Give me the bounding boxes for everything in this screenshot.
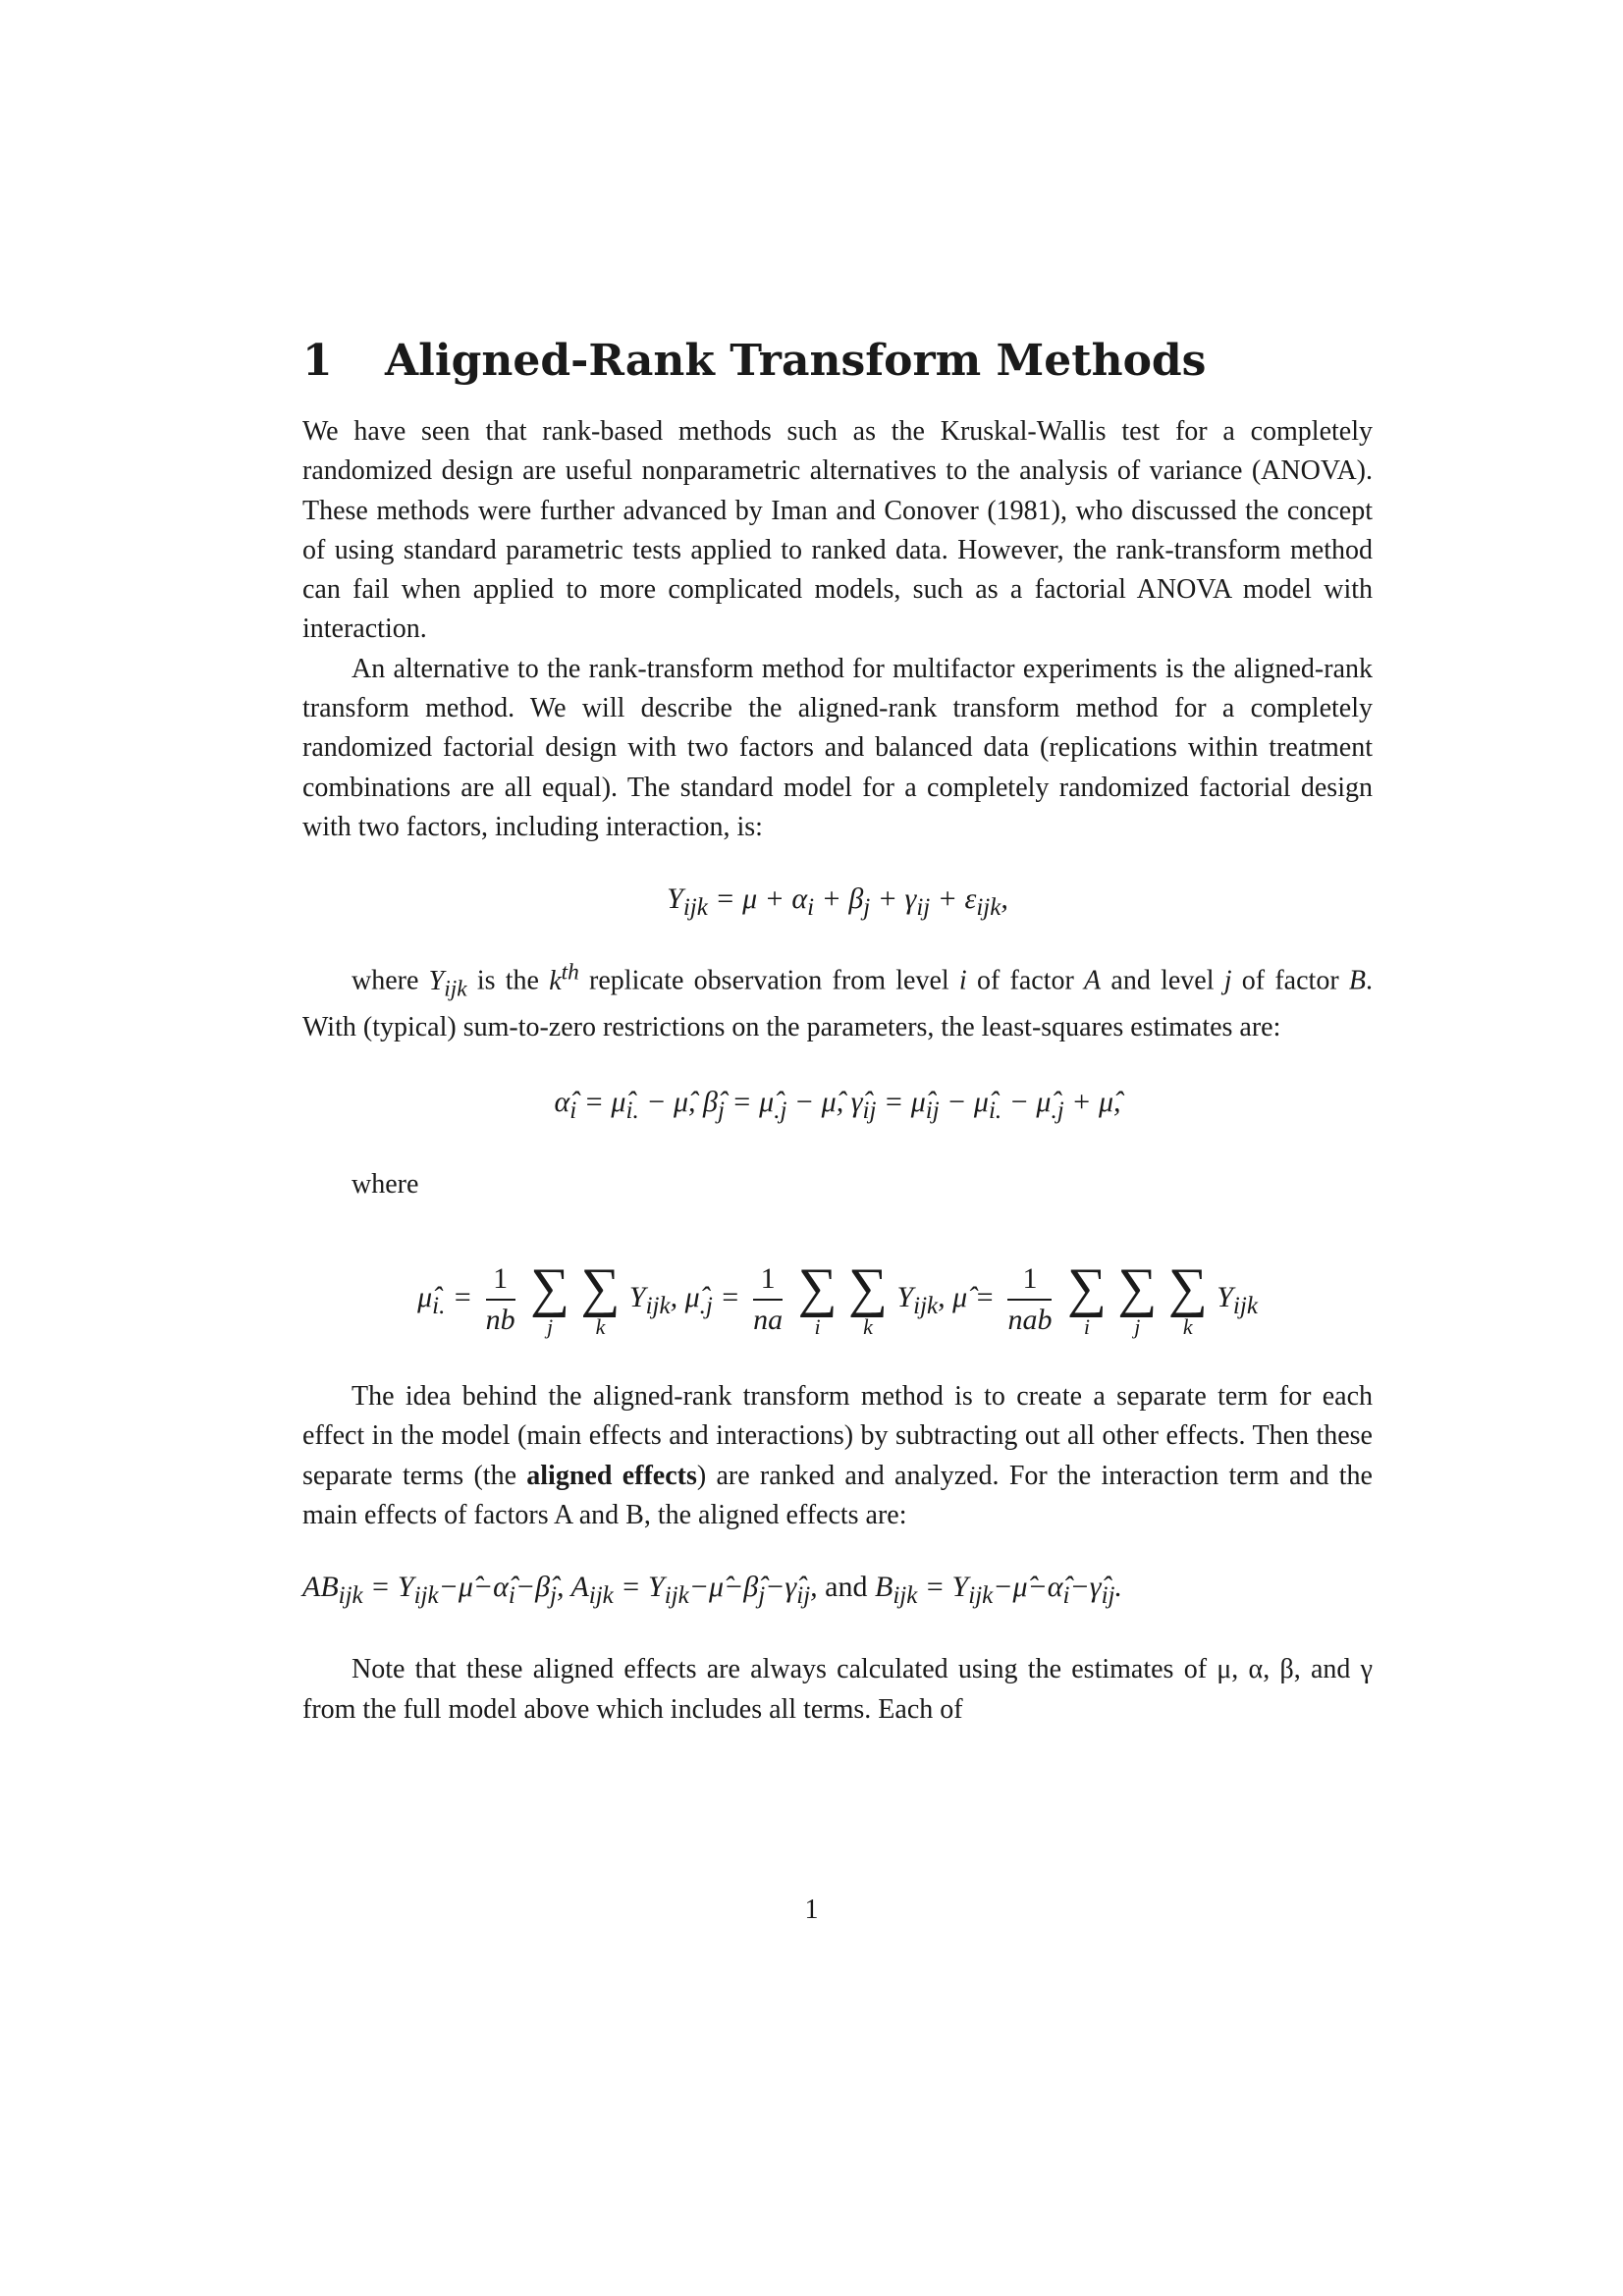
fraction-1-nb: $\frac{1}{nb}$ xyxy=(486,1259,515,1340)
aligned-effects-term: aligned effects xyxy=(526,1460,697,1491)
where-label: where xyxy=(352,1168,419,1200)
fraction-1-nab: $\frac{1}{\text{nab}}$ xyxy=(1007,1259,1052,1340)
fraction-1-na: $\frac{1}{na}$ xyxy=(753,1259,783,1340)
equation-estimates: $\alphâ_i$ = $\mû_{i.}$ − μ̂, $\betâ_j$ = $\mû_{.j}$ − μ̂, $\gammâ_{ij}$ = $\mû_{ij}$ − $\mû_{i.}$ − $\mû_{.j}$ + μ̂, xyxy=(554,1085,1121,1124)
sum-i: ∑ i xyxy=(797,1257,838,1340)
paragraph-idea xyxy=(302,1377,1373,1535)
paragraph-idea-after: ) are ranked and analyzed. For the interaction term and the main effects of factors A and B, the aligned effects are: xyxy=(302,1460,1373,1530)
equation-model: $Y_{ijk} = \mu + \alpha_i + \beta_j + \gamma_{ij} + \varepsilon_{ijk}$, xyxy=(667,882,1008,922)
page-number: 1 xyxy=(804,1895,819,1925)
sum-k: ∑ k xyxy=(1167,1257,1208,1340)
page-body xyxy=(302,330,1373,1730)
section-title: Aligned-Rank Transform Methods xyxy=(385,336,1207,386)
equation-means: $\mû_{i.}$ = $\frac{1}{nb}$ ∑ j ∑ k $Y_{ijk}$, $\mû_{.j}$ = $\frac{1}{na}$ ∑ i ∑ k $Y_{ijk}$, μ̂ = $\frac{1}{\text{nab}}$ ∑ i ∑ j ∑ k $Y_{ijk}$ xyxy=(417,1257,1258,1340)
sum-j: ∑ j xyxy=(1117,1257,1158,1340)
sum-k: ∑ k xyxy=(580,1257,621,1340)
sum-i: ∑ i xyxy=(1066,1257,1107,1340)
sum-j: ∑ j xyxy=(530,1257,569,1340)
paragraph-idea-before: The idea behind the aligned-rank transform method is to create a separate term for each effect in the model (main effects and interactions) by subtracting out all other effects. Then these separate terms (the xyxy=(302,1381,1373,1491)
paragraph-intro: We have seen that rank-based methods such as the Kruskal-Wallis test for a completely randomized design are useful nonparametric alternatives to the analysis of variance (ANOVA). These methods were further advanced by Iman and Conover (1981), who discussed the concept of using standard parametric tests applied to ranked data. However, the rank-transform method can fail when applied to more complicated models, such as a factorial ANOVA model with interaction. xyxy=(302,416,1373,645)
section-heading xyxy=(302,330,1373,393)
section-number: 1 xyxy=(302,336,333,386)
paragraph-alternative: An alternative to the rank-transform method for multifactor experiments is the aligned-rank transform method. We will describe the aligned-rank transform method for a completely randomized factorial design with two factors and balanced data (replications within treatment combinations are all equal). The standard model for a completely randomized factorial design with two factors, including interaction, is: xyxy=(302,653,1373,842)
paragraph-note: Note that these aligned effects are always calculated using the estimates of μ, α, β, and γ from the full model above which includes all terms. Each of xyxy=(302,1654,1373,1725)
paragraph-where-y: where $Y_{ijk}$ is the $k^{th}$ replicate observation from level i of factor A and level j of factor B. With (typical) sum-to-zero restrictions on the parameters, the least-squares estimates are: xyxy=(302,959,1373,1043)
equation-aligned: $AB_{ijk}$ = $Y_{ijk}-\mû-\alphâ_i-\betâ_j$, $A_{ijk}$ = $Y_{ijk}-\mû-\betâ_j-\gammâ_{ij}$, and $B_{ijk}$ = $Y_{ijk}-\mû-\alphâ_i-\gammâ_{ij}$. xyxy=(302,1571,1122,1610)
sum-k: ∑ k xyxy=(848,1257,888,1340)
